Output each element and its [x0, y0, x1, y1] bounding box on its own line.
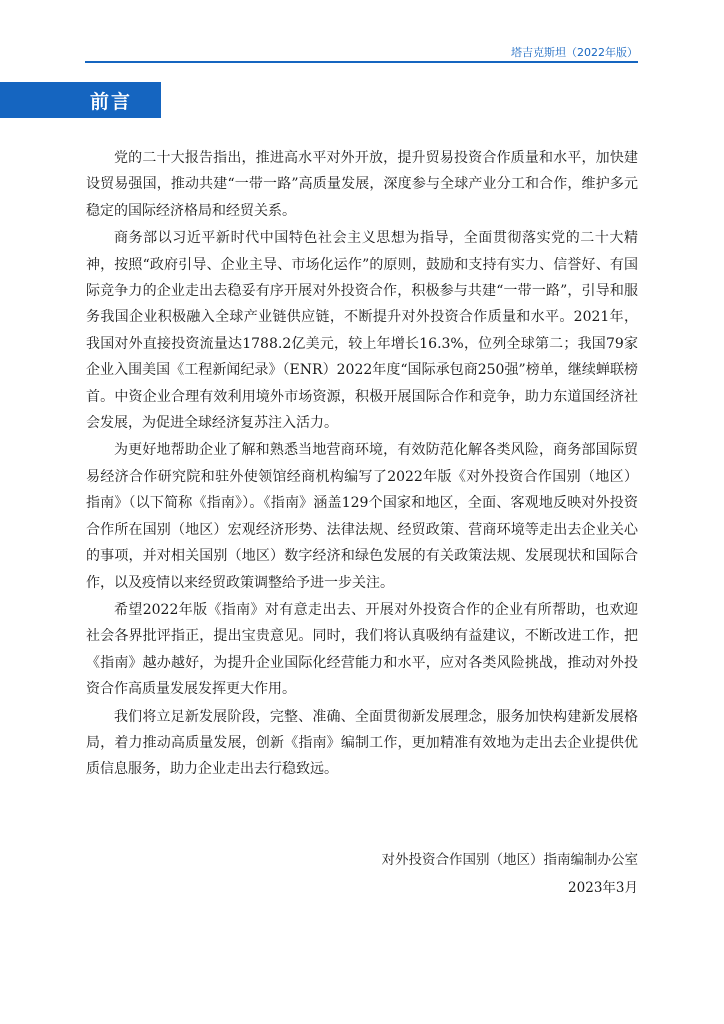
- header-divider: [85, 61, 638, 63]
- signature-office: 对外投资合作国别（地区）指南编制办公室: [381, 852, 638, 868]
- signature-block: [86, 846, 638, 902]
- signature-date: 2023年3月: [568, 880, 638, 896]
- paragraph-2: 商务部以习近平新时代中国特色社会主义思想为指导，全面贯彻落实党的二十大精神，按照“政府引导、企业主导、市场化运作”的原则，鼓励和支持有实力、信誉好、有国际竞争力的企业走出去稳妥有序开展对外投资合作，积极参与共建“一带一路”，引导和服务我国企业积极融入全球产业链供应链，不断提升对外投资合作质量和水平。2021年，我国对外直接投资流量达1788.2亿美元，较上年增长16.3%，位列全球第二；我国79家企业入围美国《工程新闻纪录》（ENR）2022年度“国际承包商250强”榜单，继续蝉联榜首。中资企业合理有效利用境外市场资源，积极开展国际合作和竞争，助力东道国经济社会发展，为促进全球经济复苏注入活力。: [86, 230, 638, 432]
- paragraph-4: 希望2022年版《指南》对有意走出去、开展对外投资合作的企业有所帮助，也欢迎社会各界批评指正，提出宝贵意见。同时，我们将认真吸纳有益建议，不断改进工作，把《指南》越办越好，为提升企业国际化经营能力和水平，应对各类风险挑战，推动对外投资合作高质量发展发挥更大作用。: [86, 601, 638, 698]
- paragraph-5: 我们将立足新发展阶段，完整、准确、全面贯彻新发展理念，服务加快构建新发展格局，着力推动高质量发展，创新《指南》编制工作，更加精准有效地为走出去企业提供优质信息服务，助力企业走出去行稳致远。: [86, 708, 638, 778]
- preface-body: [86, 145, 638, 784]
- section-title: 前言: [90, 90, 133, 113]
- paragraph-1: 党的二十大报告指出，推进高水平对外开放，提升贸易投资合作质量和水平，加快建设贸易强国，推动共建“一带一路”高质量发展，深度参与全球产业分工和合作，维护多元稳定的国际经济格局和经贸关系。: [86, 150, 638, 219]
- running-header-title: 塔吉克斯坦（2022年版）: [511, 46, 638, 59]
- paragraph-3: 为更好地帮助企业了解和熟悉当地营商环境，有效防范化解各类风险，商务部国际贸易经济合作研究院和驻外使领馆经商机构编写了2022年版《对外投资合作国别（地区）指南》（以下简称《指南》）。《指南》涵盖129个国家和地区，全面、客观地反映对外投资合作所在国别（地区）宏观经济形势、法律法规、经贸政策、营商环境等走出去企业关心的事项，并对相关国别（地区）数字经济和绿色发展的有关政策法规、发展现状和国际合作，以及疫情以来经贸政策调整给予进一步关注。: [86, 442, 638, 591]
- section-title-tab: [0, 82, 161, 118]
